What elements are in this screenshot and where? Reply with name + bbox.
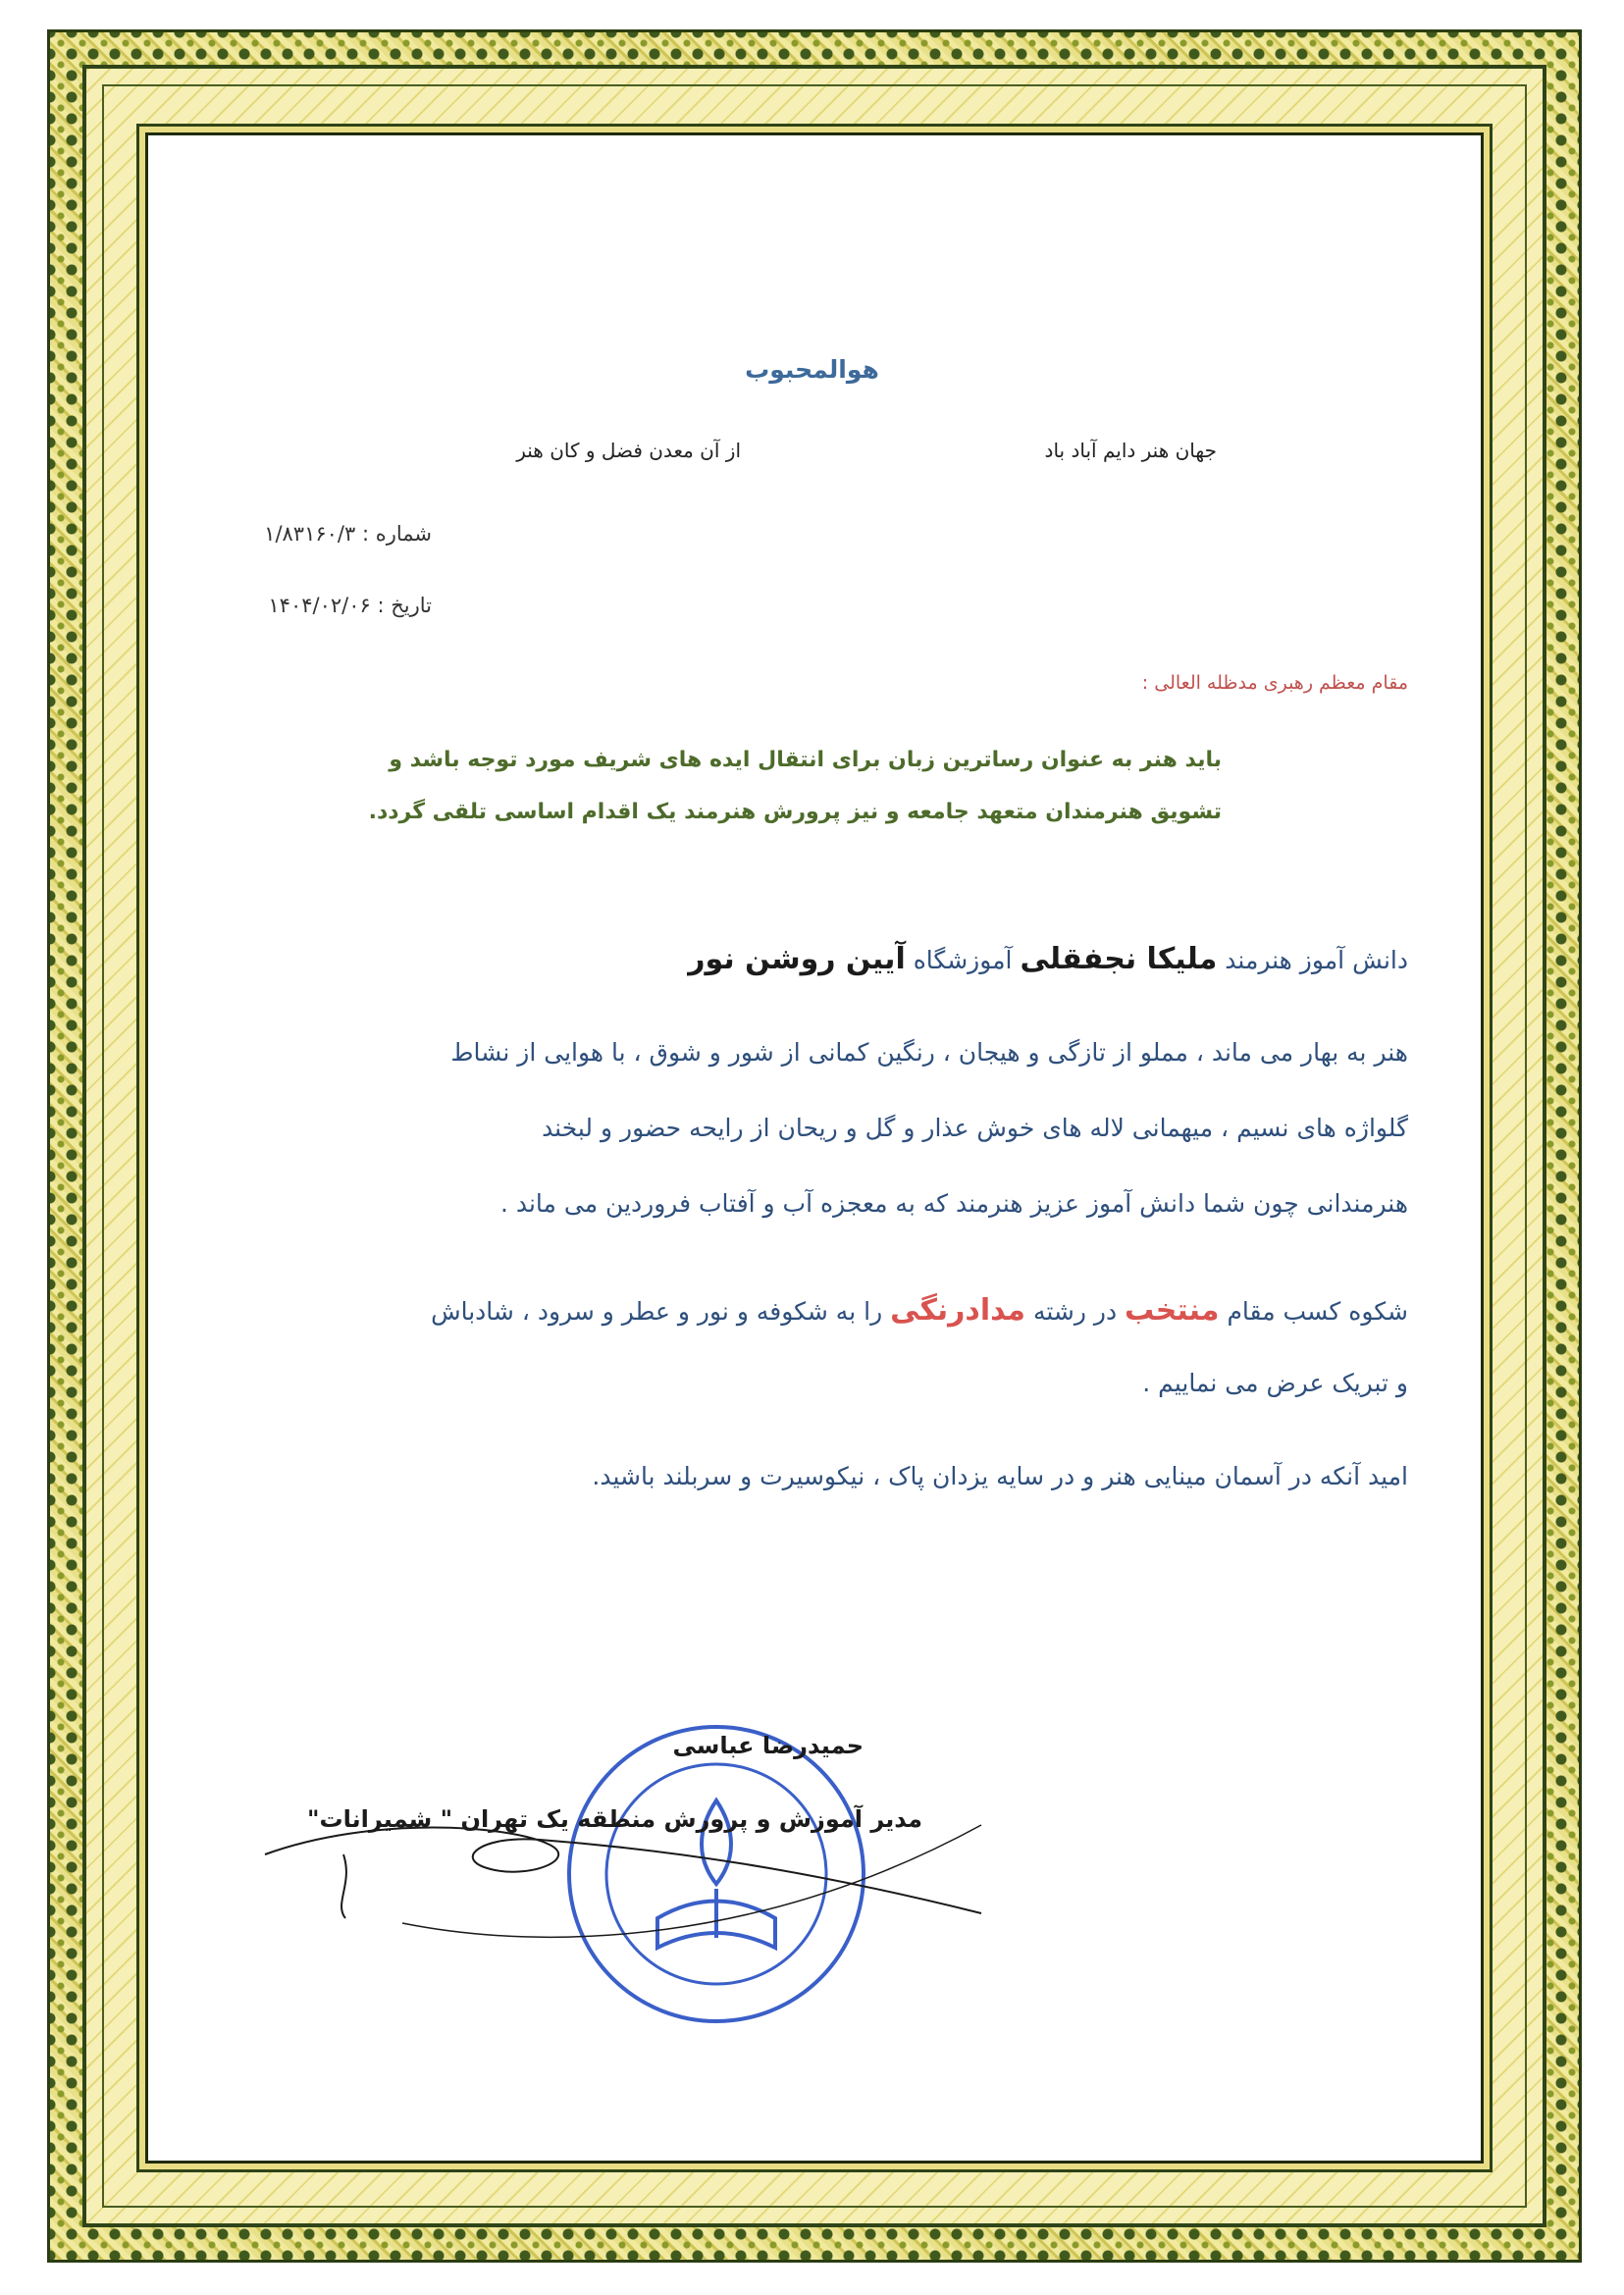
- school-prefix: آموزشگاه: [913, 946, 1013, 974]
- paragraph-1-line-3: هنرمندانی چون شما دانش آموز عزیز هنرمند که به معجزه آب و آفتاب فروردین می ماند .: [499, 1189, 1408, 1218]
- poem-verse-left: از آن معدن فضل و کان هنر: [516, 439, 741, 462]
- paragraph-2-part-2: در رشته: [1032, 1297, 1118, 1326]
- certificate-heading: هوالمحبوب: [745, 355, 879, 384]
- quote-line-2: تشویق هنرمندان متعهد جامعه و نیز پرورش هنرمند یک اقدام اساسی تلقی گردد.: [368, 800, 1222, 824]
- paragraph-2-line-1: [260, 1293, 1408, 1328]
- letter-date: تاریخ : ۱۴۰۴/۰۲/۰۶: [268, 594, 432, 617]
- paragraph-2-part-3: را به شکوفه و نور و عطر و سرود ، شادباش: [431, 1297, 883, 1326]
- quote-line-1: باید هنر به عنوان رساترین زبان برای انتقال ایده های شریف مورد توجه باشد و: [389, 748, 1222, 772]
- signer-title: مدیر آموزش و پرورش منطقه یک تهران " شمیرانات": [306, 1805, 922, 1833]
- field-label: مدادرنگی: [890, 1293, 1026, 1328]
- student-line: [550, 942, 1408, 976]
- rank-label: منتخب: [1125, 1293, 1220, 1328]
- letter-number: شماره : ۱/۸۳۱۶۰/۳: [264, 522, 432, 546]
- paragraph-3: امید آنکه در آسمان مینایی هنر و در سایه یزدان پاک ، نیکوسیرت و سربلند باشید.: [592, 1462, 1408, 1490]
- signer-name: حمیدرضا عباسی: [672, 1732, 864, 1759]
- student-name: ملیکا نجفقلی: [1020, 942, 1218, 976]
- quote-attribution: مقام معظم رهبری مدظله العالی :: [1141, 672, 1408, 694]
- poem-verse-right: جهان هنر دایم آباد باد: [1044, 439, 1217, 462]
- student-prefix: دانش آموز هنرمند: [1225, 946, 1408, 974]
- paragraph-2-line-2: و تبریک عرض می نماییم .: [1142, 1369, 1408, 1397]
- paragraph-1-line-1: هنر به بهار می ماند ، مملو از تازگی و هیجان ، رنگین کمانی از شور و شوق ، با هوایی از نشاط: [450, 1038, 1408, 1067]
- paragraph-2-part-1: شکوه کسب مقام: [1227, 1297, 1408, 1326]
- paragraph-1-line-2: گلواژه های نسیم ، میهمانی لاله های خوش عذار و گل و ریحان از رایحه حضور و لبخند: [542, 1114, 1408, 1142]
- school-name: آیین روشن نور: [688, 942, 906, 976]
